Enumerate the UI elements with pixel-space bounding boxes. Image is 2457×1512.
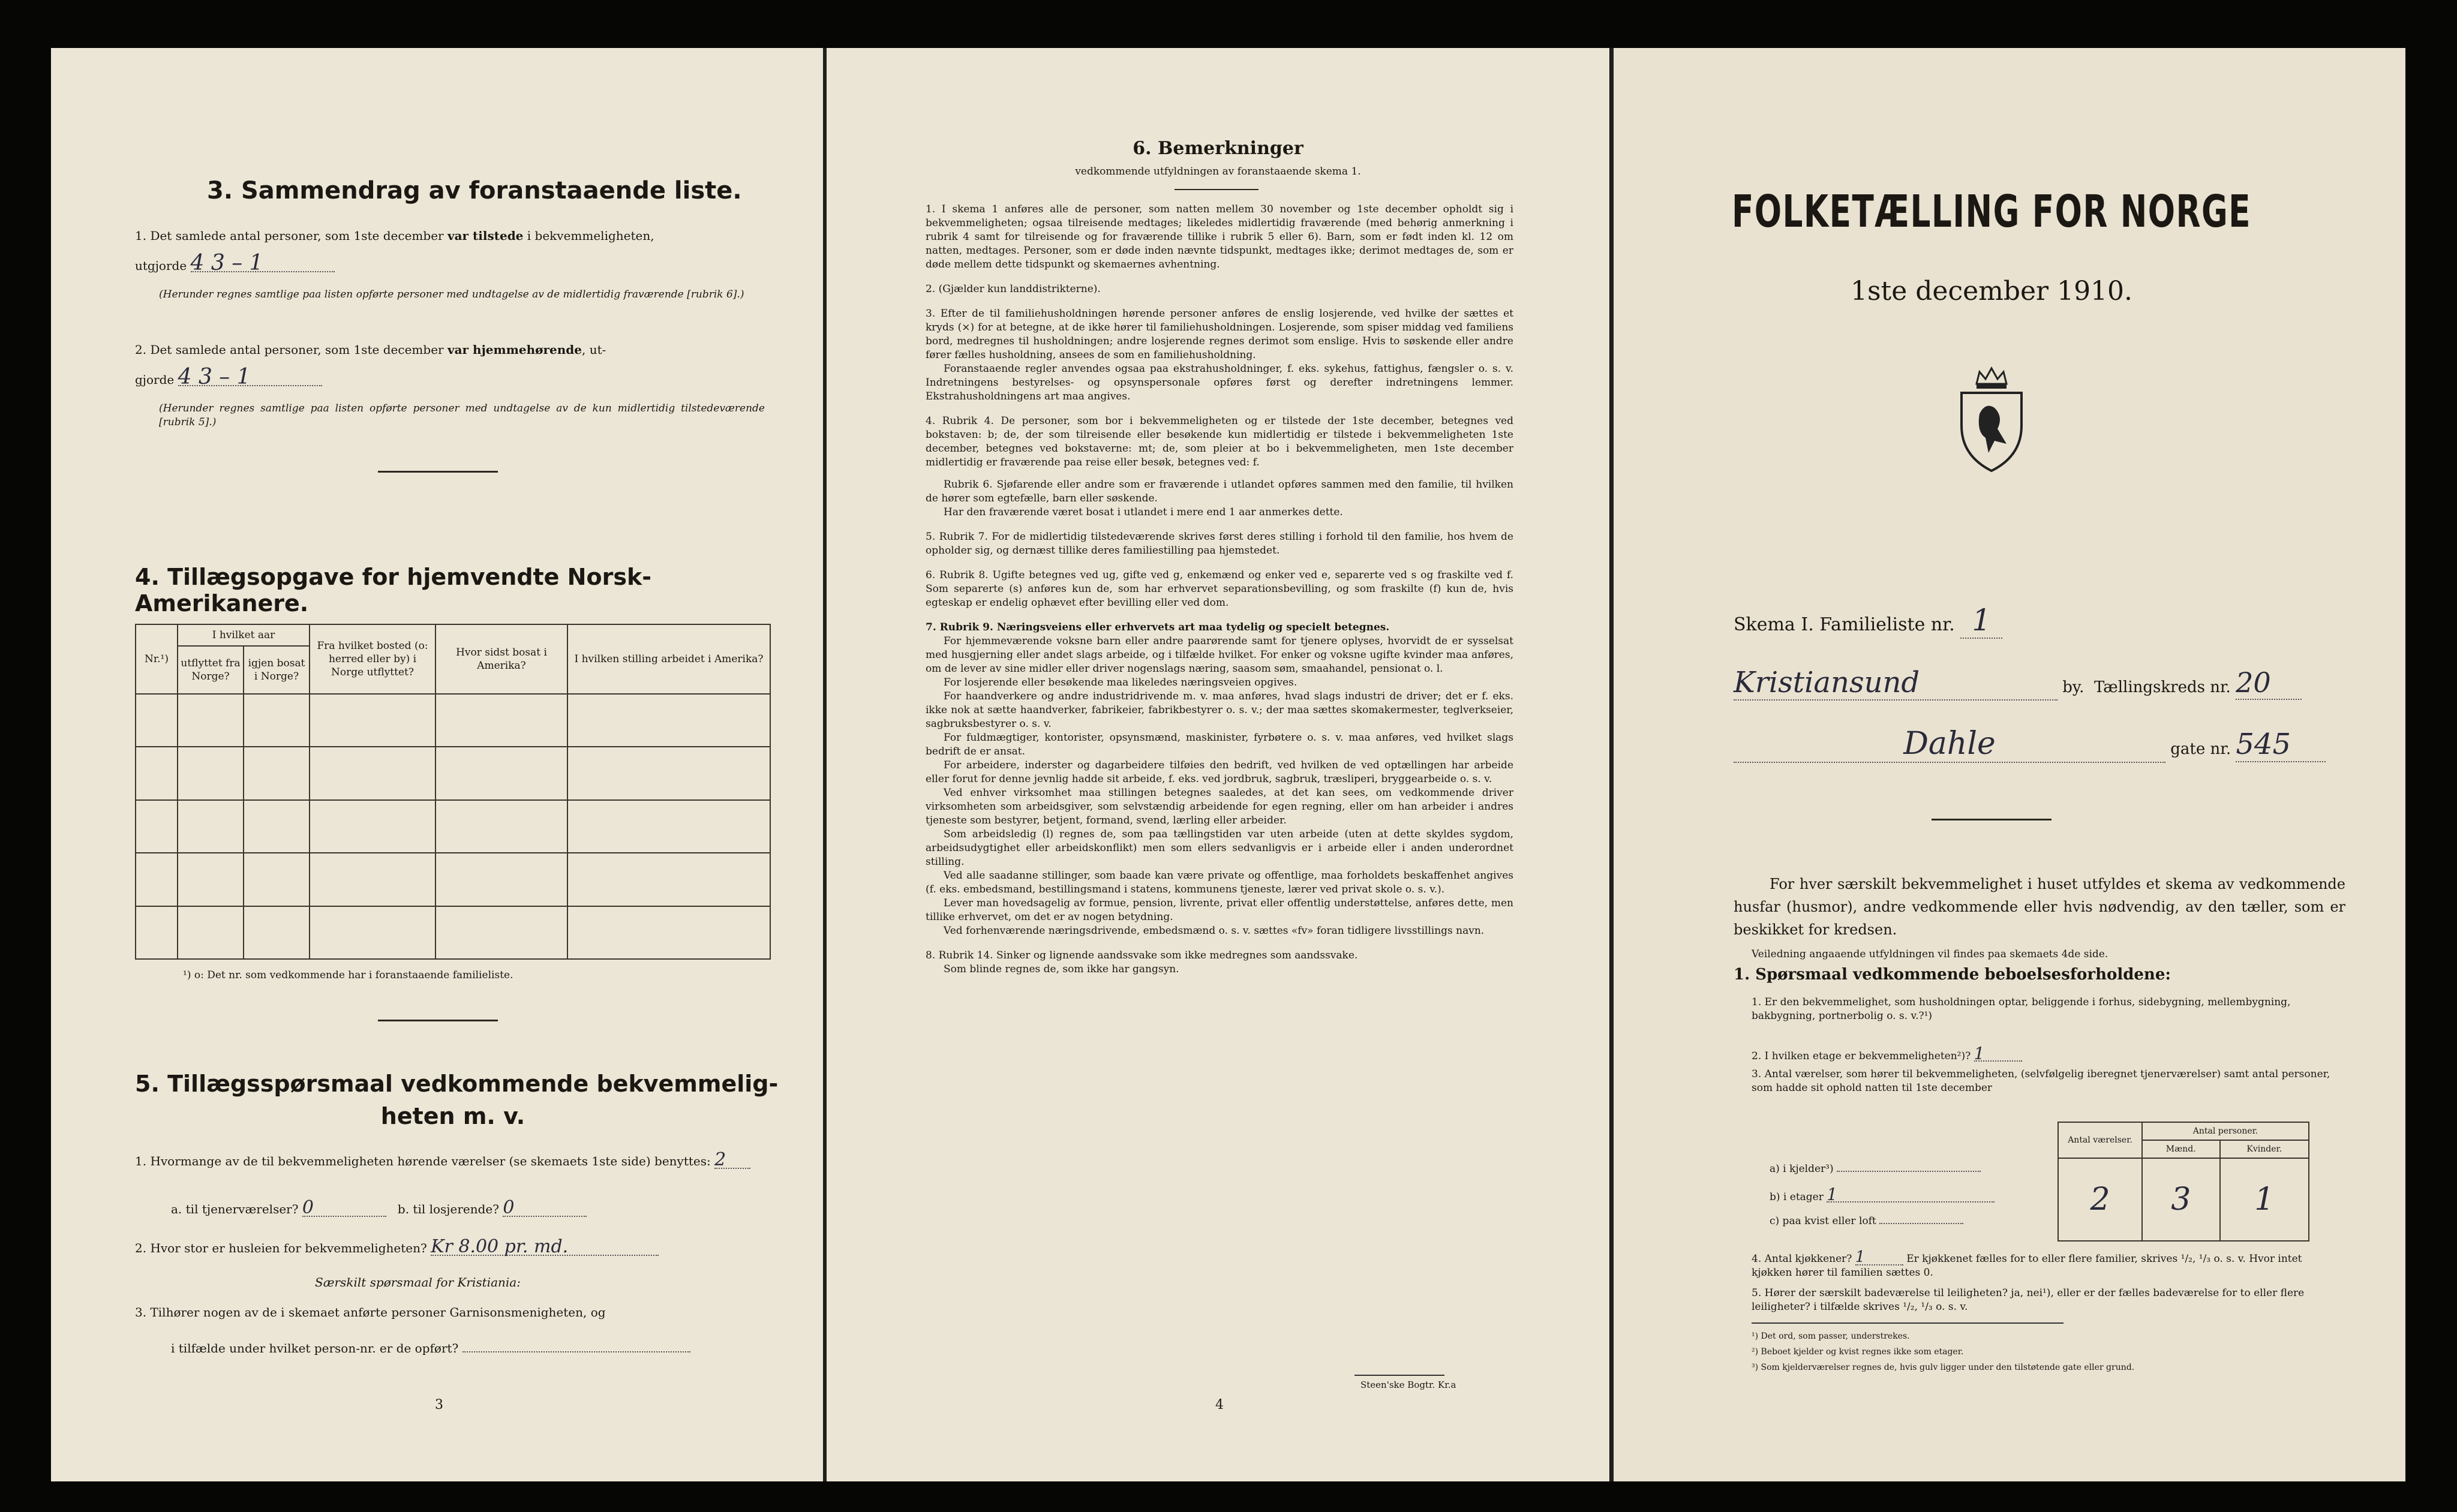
col-fra: Fra hvilket bosted (o: herred eller by) i Norge utflyttet?	[310, 624, 435, 694]
section-4-heading: 4. Tillægsopgave for hjemvendte Norsk-Amerikanere.	[135, 564, 651, 617]
page-4-remarks	[827, 48, 1609, 1481]
questions-heading: 1. Spørsmaal vedkommende beboelsesforholdene:	[1734, 966, 2171, 984]
census-title: FOLKETÆLLING FOR NORGE	[1731, 186, 2252, 238]
s5-q2-value[interactable]: Kr 8.00 pr. md.	[431, 1239, 659, 1256]
s5-q1: 1. Hvormange av de til bekvemmeligheten hørende værelser (se skemaets 1ste side) benyttes: 2	[135, 1152, 765, 1170]
q1: 1. Er den bekvemmelighet, som husholdningen optar, beliggende i forhus, sidebygning, mellembygning, bakbygning, portnerbolig o. s. v.?¹)	[1752, 996, 2291, 1022]
footnotes: ¹) Det ord, som passer, understrekes. ²) Beboet kjelder og kvist regnes ikke som etager. ³) Som kjelderværelser regnes de, hvis gulv ligger under den tilstøtende gate eller grund.	[1752, 1331, 2135, 1372]
rooms-persons-table	[2057, 1122, 2309, 1242]
s3-item-1-value[interactable]: 4 3 – 1	[191, 255, 335, 272]
q2-value[interactable]: 1	[1974, 1047, 2022, 1062]
s3-item-1-utgjorde: utgjorde 4 3 – 1	[135, 255, 335, 274]
col-vaerelser: Antal værelser.	[2058, 1122, 2142, 1158]
s5-q3-value[interactable]	[462, 1351, 690, 1352]
s5-q3b: i tilfælde under hvilket person-nr. er de opført?	[171, 1340, 690, 1357]
table-cell[interactable]	[136, 800, 178, 853]
col-stilling: I hvilken stilling arbeidet i Amerika?	[567, 624, 770, 694]
s5-q1-value[interactable]: 2	[714, 1152, 750, 1169]
col-maend: Mænd.	[2142, 1140, 2220, 1158]
col-year: I hvilket aar	[178, 624, 310, 646]
table-cell[interactable]	[136, 694, 178, 747]
table-cell[interactable]	[136, 853, 178, 906]
s3-item-2-utgjorde: gjorde 4 3 – 1	[135, 369, 322, 388]
divider	[1354, 1375, 1444, 1376]
s3-item-1: 1. Det samlede antal personer, som 1ste december var tilstede i bekvemmeligheten,	[135, 229, 654, 243]
col-personer: Antal personer.	[2142, 1122, 2309, 1140]
s3-item-2: 2. Det samlede antal personer, som 1ste december var hjemmehørende, ut-	[135, 342, 606, 357]
s3-item-2-value[interactable]: 4 3 – 1	[178, 369, 322, 386]
divider	[1932, 819, 2051, 820]
divider	[1752, 1322, 2063, 1324]
page-1-cover	[1614, 48, 2405, 1481]
maend-value[interactable]: 3	[2142, 1158, 2220, 1241]
remarks-subheading: vedkommende utfyldningen av foranstaaende skema 1.	[1075, 166, 1361, 178]
col-utflyttet: utflyttet fra Norge?	[178, 646, 244, 694]
norsk-amerikanere-table	[135, 624, 771, 960]
remarks-heading: 6. Bemerkninger	[1133, 138, 1303, 159]
by-value[interactable]: Kristiansund	[1734, 666, 2057, 701]
s5-q3: 3. Tilhører nogen av de i skemaet anførte personer Garnisonsmenigheten, og	[135, 1305, 606, 1319]
row-etager: b) i etager 1	[1770, 1188, 1995, 1204]
q4-value[interactable]: 1	[1855, 1251, 1903, 1265]
location-line: Kristiansund by. Tællingskreds nr. 20	[1734, 666, 2302, 701]
q2: 2. I hvilken etage er bekvemmeligheten²)? 1	[1752, 1047, 2022, 1063]
row-kvist: c) paa kvist eller loft	[1770, 1215, 1963, 1228]
page-3-summary	[51, 48, 825, 1481]
col-nr: Nr.¹)	[136, 624, 178, 694]
q4: 4. Antal kjøkkener? 1 Er kjøkkenet fælles for to eller flere familier, skrives ¹/₂, ¹/₃ o. s. v. Hvor intet kjøkken hører til familien sættes 0.	[1752, 1248, 2302, 1279]
col-hvor: Hvor sidst bosat i Amerika?	[435, 624, 567, 694]
s3-item-1-note: (Herunder regnes samtlige paa listen opførte personer med undtagelse av de midlertidig fraværende [rubrik 6].)	[159, 288, 744, 300]
printer-mark: Steen'ske Bogtr. Kr.a	[1360, 1379, 1456, 1390]
col-igjen: igjen bosat i Norge?	[244, 646, 310, 694]
s5-q1a: a. til tjenerværelser? 0 b. til losjerende? 0	[171, 1200, 587, 1218]
norway-coat-of-arms-icon	[1953, 360, 2031, 474]
section-5-heading: 5. Tillægsspørsmaal vedkommende bekvemmelig- heten m. v.	[135, 1071, 779, 1129]
section-3-heading: 3. Sammendrag av foranstaaende liste.	[207, 177, 742, 205]
kreds-value[interactable]: 20	[2236, 666, 2302, 700]
gate-value[interactable]: Dahle	[1734, 726, 2165, 763]
divider	[378, 1020, 498, 1021]
etager-value[interactable]: 1	[1827, 1188, 1995, 1203]
row-kjelder: a) i kjelder³)	[1770, 1162, 1981, 1176]
col-kvinder: Kvinder.	[2220, 1140, 2309, 1158]
s4-footnote: ¹) o: Det nr. som vedkommende har i foranstaaende familieliste.	[183, 969, 513, 981]
divider	[378, 471, 498, 473]
table-cell[interactable]	[136, 906, 178, 959]
skema-line: Skema I. Familieliste nr. 1	[1734, 603, 2002, 639]
cover-intro: For hver særskilt bekvemmelighet i huset utfyldes et skema av vedkommende husfar (husmor), andre vedkommende eller hvis nødvendig, av den tæller, som er beskikket for kredsen.	[1734, 876, 2345, 938]
divider	[1175, 189, 1258, 190]
q5: 5. Hører der særskilt badeværelse til leiligheten? ja, nei¹), eller er der fælles badeværelse for to eller flere leiligheter? i tilfælde skrives ¹/₂, ¹/₃ o. s. v.	[1752, 1287, 2305, 1313]
s5-q2: 2. Hvor stor er husleien for bekvemmeligheten? Kr 8.00 pr. md.	[135, 1239, 795, 1257]
gate-line: Dahle gate nr. 545	[1734, 726, 2326, 763]
remarks-body: 1. I skema 1 anføres alle de personer, som natten mellem 30 november og 1ste december opholdt sig i bekvemmeligheten; ogsaa tilreisende medtages; likeledes midlertidig fraværende (med behørig anmerkning i rubrik 4 samt for tilreisende og for fraværende tillike i rubrik 5 eller 6). Barn, som er født inden kl. 12 om natten, medtages. Personer, som er døde inden nævnte tidspunkt, medtages ikke; derimot medtages de, som er døde mellem dette tidspunkt og skemaernes avhentning. 2. (Gjælder kun landdistrikterne). 3. Efter de til familiehusholdningen hørende personer anføres de enslig losjerende, ved hvilke der sættes et kryds (×) for at betegne, at de ikke hører til familiehusholdningen. Losjerende, som spiser middag ved familiens bord, medregnes til husholdningen; andre losjerende regnes derimot som enslige. Hvis to søskende eller andre fører fælles husholdning, ansees de som en familiehusholdning. Foranstaaende regler anvendes ogsaa paa ekstrahusholdninger, f. eks. sykehus, fattighus, fængsler o. s. v. Indretningens bestyrelses- og opsynspersonale opføres først og derefter indretningens lemmer. Ekstrahusholdningens art maa angives. 4. Rubrik 4. De personer, som bor i bekvemmeligheten og er tilstede der 1ste december, betegnes ved bokstaven: b; de, der som tilreisende eller besøkende kun midlertidig er tilstede i bekvemmeligheten 1ste december, betegnes ved bokstaverne: mt; de, som pleier at bo i bekvemmeligheten, men 1ste december midlertidig er fraværende paa reise eller besøk, betegnes ved: f. Rubrik 6. Sjøfarende eller andre som er fraværende i utlandet opføres sammen med den familie, til hvilken de hører som egtefælle, barn eller søskende. Har den fraværende været bosat i utlandet i mere end 1 aar anmerkes dette. 5. Rubrik 7. For de midlertidig tilstedeværende skrives først deres stilling i forhold til den familie, hos hvem de opholder sig, og dernæst tillike deres familiestilling paa hjemstedet. 6. Rubrik 8. Ugifte betegnes ved ug, gifte ved g, enkemænd og enker ved e, separerte ved s og fraskilte ved f. Som separerte (s) anføres kun de, som har erhvervet separationsbevilling, og som fraskilte (f) kun de, hvis egteskap er endelig ophævet efter bevilling eller ved dom. 7. Rubrik 9. Næringsveiens eller erhvervets art maa tydelig og specielt betegnes. For hjemmeværende voksne barn eller andre paarørende samt for tjenere oplyses, hvorvidt de er sysselsat med husgjerning eller andet slags arbeide, og i tilfælde hvilket. For enker og voksne ugifte kvinder maa anføres, om de lever av sine midler eller driver nogenslags næring, saasom søm, smaahandel, pensionat o. l. For losjerende eller besøkende maa likeledes næringsveien opgives. For haandverkere og andre industridrivende m. v. maa anføres, hvad slags industri de driver; det er f. eks. ikke nok at sætte haandverker, fabrikeier, fabrikbestyrer o. s. v.; der maa sættes skomakermester, teglverkseier, sagbruksbestyrer o. s. v. For fuldmægtiger, kontorister, opsynsmænd, maskinister, fyrbøtere o. s. v. maa anføres, ved hvilket slags bedrift de er ansat. For arbeidere, inderster og dagarbeidere tilføies den bedrift, ved hvilken de ved optællingen har arbeide eller forut for denne jevnlig hadde sit arbeide, f. eks. ved jordbruk, sagbruk, træsliperi, bryggearbeide o. s. v. Ved enhver virksomhet maa stillingen betegnes saaledes, at det kan sees, om vedkommende driver virksomheten som arbeidsgiver, som selvstændig arbeidende for egen regning, eller om han arbeider i andres tjeneste som bestyrer, betjent, formand, svend, lærling eller arbeider. Som arbeidsledig (l) regnes de, som paa tællingstiden var uten arbeide (uten at dette skyldes sygdom, arbeidsudygtighet eller arbeidskonflikt) men som ellers sedvanligvis er i arbeide eller i anden underordnet stilling. Ved alle saadanne stillinger, som baade kan være private og offentlige, maa forholdets beskaffenhet angives (f. eks. embedsmand, bestillingsmand i statens, kommunens tjeneste, lærer ved privat skole o. s. v.). Lever man hovedsagelig av formue, pension, livrente, privat eller offentlig understøttelse, anføres dette, men tillike erhvervet, om det er av nogen betydning. Ved forhenværende næringsdrivende, embedsmænd o. s. v. sættes «fv» foran tidligere livsstillings navn. 8. Rubrik 14. Sinker og lignende aandssvake som ikke medregnes som aandssvake. Som blinde regnes de, som ikke har gangsyn.	[926, 203, 1513, 975]
s5-special: Særskilt spørsmaal for Kristiania:	[315, 1275, 521, 1289]
census-date: 1ste december 1910.	[1850, 276, 2133, 306]
s3-item-2-note: (Herunder regnes samtlige paa listen opførte personer med undtagelse av de kun midlertidig tilstedeværende [rubrik 5].)	[159, 402, 765, 428]
s5-q1b-value[interactable]: 0	[503, 1200, 587, 1217]
q3: 3. Antal værelser, som hører til bekvemmeligheten, (selvfølgelig iberegnet tjenerværelser) samt antal personer, som hadde sit ophold natten til 1ste december	[1752, 1068, 2330, 1094]
kvinder-value[interactable]: 1	[2220, 1158, 2309, 1241]
s5-q1a-value[interactable]: 0	[302, 1200, 386, 1217]
gate-nr-value[interactable]: 545	[2236, 728, 2326, 762]
familieliste-nr-value[interactable]: 1	[1960, 603, 2002, 639]
table-cell[interactable]	[136, 747, 178, 799]
vaerelser-value[interactable]: 2	[2058, 1158, 2142, 1241]
page-number: 3	[435, 1397, 443, 1412]
cover-intro-note: Veiledning angaaende utfyldningen vil findes paa skemaets 4de side.	[1752, 948, 2108, 960]
page-number: 4	[1215, 1397, 1224, 1412]
